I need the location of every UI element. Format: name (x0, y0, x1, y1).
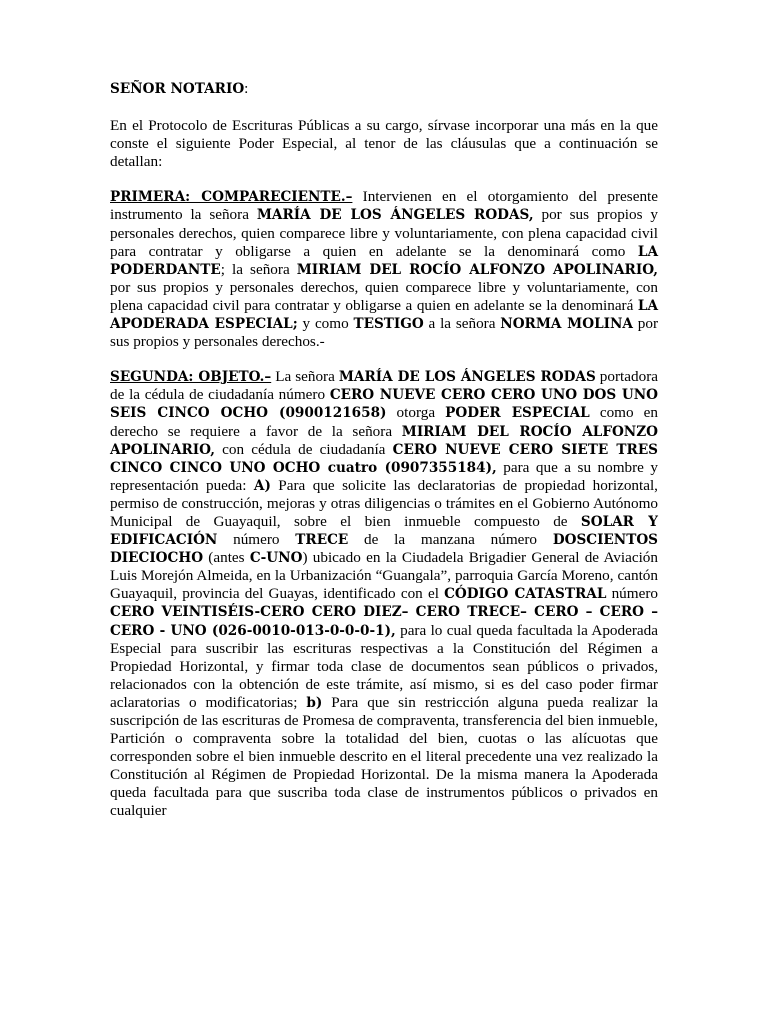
text-segment: para que a su nombre y representación pueda: (110, 458, 658, 494)
text-segment: y como (297, 315, 354, 333)
document-page (110, 80, 658, 838)
bold-segment: A) (253, 477, 271, 494)
bold-segment: b) (306, 694, 323, 711)
text-segment: número (217, 531, 296, 549)
bold-segment: MIRIAM DEL ROCÍO ALFONZO APOLINARIO, (296, 261, 658, 278)
clause-segunda (110, 368, 658, 820)
text-segment: (antes (203, 549, 250, 567)
text-segment: por sus propios y personales derechos.- (110, 315, 659, 351)
bold-segment: CERO NUEVE CERO CERO UNO DOS UNO SEIS CINCO OCHO (0900121658) (110, 387, 658, 422)
bold-segment: CERO VEINTISÉIS-CERO CERO DIEZ– CERO TRECE– CERO – CERO – CERO - UNO (026-0010-013-0-0-0-1), (110, 604, 658, 639)
text-segment: a la señora (423, 315, 501, 333)
bold-segment: DOSCIENTOS DIECIOCHO (110, 532, 658, 567)
text-segment: Intervienen en el otorgamiento del presente instrumento la señora (110, 188, 658, 224)
bold-segment: PODER ESPECIAL (445, 405, 590, 422)
bold-segment: LA APODERADA ESPECIAL; (110, 297, 658, 333)
salutation-heading: SEÑOR NOTARIO (110, 81, 245, 97)
text-segment: para lo cual queda facultada la Apoderada Especial para suscribir las escrituras respectivas a la Constitución del Régimen a Propiedad Horizontal, y firmar toda clase de documentos sean públicos o privados, relacionados con la obtención de este trámite, así mismo, si es del caso poder firmar aclaratorias o modificatorias; (110, 621, 658, 711)
text-segment: Para que sin restricción alguna pueda realizar la suscripción de las escrituras de Promesa de compraventa, transferencia del bien inmueble, Partición o compraventa sobre la totalidad del bien, cuotas o las alícuotas que corresponden sobre el bien inmueble descrito en el literal precedente una vez realizado la Constitución al Régimen de Propiedad Horizontal. De la misma manera la Apoderada queda facultada para que suscriba toda clase de instrumentos públicos o privados en cualquier (110, 693, 658, 820)
text-segment: de la manzana número (348, 531, 553, 549)
text-segment: portadora de la cédula de ciudadanía número (110, 368, 658, 404)
text-segment: por sus propios y personales derechos, quien comparece libre y voluntariamente, con plena capacidad civil para contratar y obligarse a quien en adelante se la denominará como (110, 206, 659, 260)
salutation (110, 80, 658, 98)
text-segment: Para que solicite las declaratorias de propiedad horizontal, permiso de construcción, mejoras y otras diligencias o trámites en el Gobierno Autónomo Municipal de Guayaquil, sobre el bien inmueble compuesto de (110, 476, 658, 530)
intro-paragraph: En el Protocolo de Escrituras Públicas a su cargo, sírvase incorporar una más en la que conste el siguiente Poder Especial, al tenor de las cláusulas que a continuación se detallan: (110, 117, 658, 171)
bold-segment: CERO NUEVE CERO SIETE TRES CINCO CINCO UNO OCHO cuatro (0907355184), (110, 441, 658, 476)
text-segment: otorga (386, 404, 446, 422)
text-segment: como en derecho se requiere a favor de la señora (110, 404, 658, 440)
bold-segment: LA PODERDANTE (110, 243, 658, 278)
text-segment: por sus propios y personales derechos, quien comparece libre y voluntariamente, con plena capacidad civil para contratar y obligarse a quien en adelante se la denominará (110, 278, 658, 314)
text-segment: ) ubicado en la Ciudadela Brigadier General de Aviación Luis Morejón Almeida, en la Urbanización “Guangala”, parroquia García Moreno, cantón Guayaquil, provincia del Guayas, identificado con el (110, 549, 658, 603)
bold-segment: C-UNO (249, 550, 303, 567)
bold-segment: MARÍA DE LOS ÁNGELES RODAS (338, 369, 596, 386)
clause-heading-segunda: SEGUNDA: OBJETO.– (110, 369, 272, 386)
bold-segment: TRECE (295, 532, 349, 549)
bold-segment: CÓDIGO CATASTRAL (444, 586, 607, 603)
text-segment: La señora (271, 368, 339, 386)
bold-segment: MARÍA DE LOS ÁNGELES RODAS, (256, 207, 534, 224)
bold-segment: TESTIGO (353, 316, 424, 333)
salutation-suffix: : (244, 80, 249, 97)
bold-segment: MIRIAM DEL ROCÍO ALFONZO APOLINARIO, (110, 423, 658, 458)
bold-segment: NORMA MOLINA (500, 316, 633, 333)
clause-primera (110, 188, 658, 351)
bold-segment: SOLAR Y EDIFICACIÓN (110, 513, 659, 549)
text-segment: con cédula de ciudadanía (214, 440, 393, 458)
text-segment: número (606, 585, 658, 603)
clause-heading-primera: PRIMERA: COMPARECIENTE.– (110, 189, 353, 206)
text-segment: ; la señora (220, 260, 297, 278)
